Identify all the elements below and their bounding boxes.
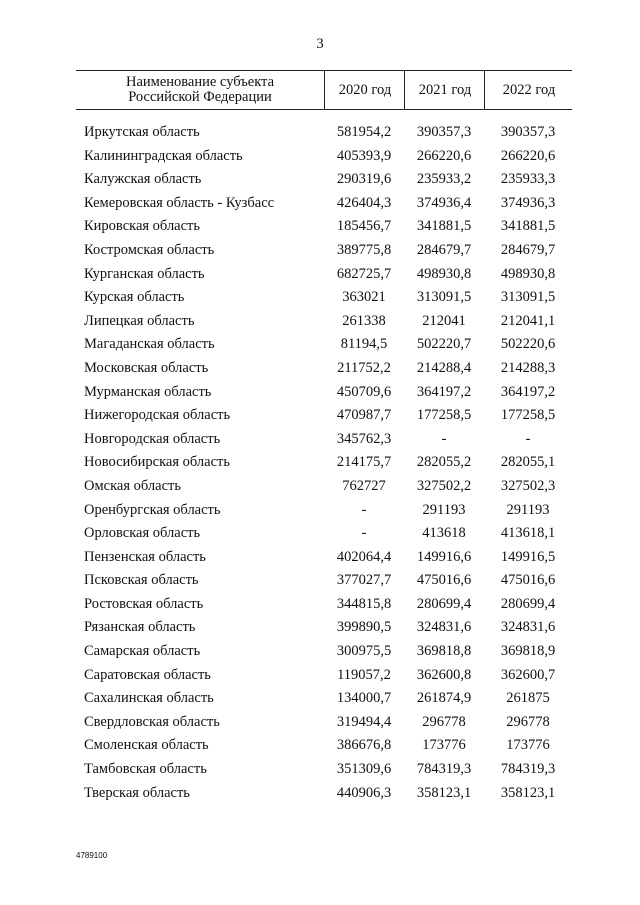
value-2020-cell: 344815,8 — [336, 595, 392, 612]
region-name-cell: Калининградская область — [84, 147, 243, 164]
value-2022-cell: 284679,7 — [500, 241, 556, 258]
table-row — [76, 333, 572, 357]
header-2020: 2020 год — [324, 71, 405, 109]
value-2020-cell: 450709,6 — [336, 383, 392, 400]
region-name-cell: Калужская область — [84, 171, 202, 188]
header-name-line2: Российской Федерации — [128, 89, 272, 105]
table-row — [76, 357, 572, 381]
region-name-cell: Курганская область — [84, 265, 205, 282]
table-row — [76, 758, 572, 782]
header-name-line1: Наименование субъекта — [125, 74, 275, 90]
value-2021-cell: 313091,5 — [416, 289, 472, 306]
value-2022-cell: 149916,5 — [500, 548, 556, 565]
table-row — [76, 286, 572, 310]
region-name-cell: Кировская область — [84, 218, 201, 235]
value-2022-cell: 291193 — [506, 501, 550, 518]
region-name-cell: Пензенская область — [84, 548, 206, 565]
value-2022-cell: 784319,3 — [500, 761, 556, 778]
value-2020-cell: 682725,7 — [336, 265, 392, 282]
table-row — [76, 711, 572, 735]
table-row — [76, 522, 572, 546]
value-2022-cell: 282055,1 — [500, 454, 556, 471]
value-2020-cell: 581954,2 — [336, 124, 392, 140]
region-name-cell: Тамбовская область — [84, 761, 207, 778]
header-2022: 2022 год — [484, 71, 573, 109]
region-name-cell: Иркутская область — [84, 124, 200, 140]
value-2021-cell: 362600,8 — [416, 666, 472, 683]
value-2022-cell: 235933,3 — [500, 171, 556, 188]
value-2022-cell: 266220,6 — [500, 147, 556, 164]
value-2020-cell: 389775,8 — [336, 241, 392, 258]
value-2022-cell: 261875 — [506, 690, 550, 707]
region-name-cell: Свердловская область — [84, 713, 220, 730]
value-2020-cell: 185456,7 — [336, 218, 392, 235]
value-2022-cell: 212041,1 — [500, 312, 556, 329]
region-name-cell: Новосибирская область — [84, 454, 230, 471]
value-2021-cell: 282055,2 — [416, 454, 472, 471]
value-2021-cell: 358123,1 — [416, 784, 472, 801]
table-row — [76, 687, 572, 711]
value-2022-cell: 173776 — [506, 737, 550, 754]
table-row — [76, 475, 572, 499]
region-name-cell: Московская область — [84, 359, 209, 376]
region-name-cell: Курская область — [84, 289, 185, 306]
region-name-cell: Ростовская область — [84, 595, 204, 612]
region-name-cell: Смоленская область — [84, 737, 209, 754]
value-2020-cell: 134000,7 — [336, 690, 392, 707]
value-2021-cell: 149916,6 — [416, 548, 472, 565]
value-2021-cell: 413618 — [422, 525, 466, 542]
table-row — [76, 616, 572, 640]
value-2021-cell: 498930,8 — [416, 265, 472, 282]
table-row — [76, 263, 572, 287]
value-2020-cell: 290319,6 — [336, 171, 392, 188]
table-row — [76, 664, 572, 688]
table-row — [76, 499, 572, 523]
value-2021-cell: 369818,8 — [416, 643, 472, 660]
region-name-cell: Саратовская область — [84, 666, 211, 683]
value-2021-cell: 502220,7 — [416, 336, 472, 353]
value-2021-cell: 327502,2 — [416, 477, 472, 494]
value-2020-cell: 405393,9 — [336, 147, 392, 164]
region-name-cell: Омская область — [84, 477, 181, 494]
table-row — [76, 734, 572, 758]
region-name-cell: Оренбургская область — [84, 501, 221, 518]
table-row — [76, 640, 572, 664]
value-2021-cell: 291193 — [422, 501, 466, 518]
value-2022-cell: 214288,3 — [500, 359, 556, 376]
table-row — [76, 569, 572, 593]
region-name-cell: Сахалинская область — [84, 690, 214, 707]
value-2021-cell: 284679,7 — [416, 241, 472, 258]
region-name-cell: Кемеровская область - Кузбасс — [84, 194, 275, 211]
table-row — [76, 381, 572, 405]
region-name-cell: Нижегородская область — [84, 407, 231, 424]
value-2022-cell: 390357,3 — [500, 124, 556, 140]
table-row — [76, 546, 572, 570]
value-2020-cell: 470987,7 — [336, 407, 392, 424]
value-2020-cell: 440906,3 — [336, 784, 392, 801]
value-2022-cell: 369818,9 — [500, 643, 556, 660]
value-2022-cell: 313091,5 — [500, 289, 556, 306]
value-2020-cell: - — [361, 525, 367, 542]
region-name-cell: Самарская область — [84, 643, 201, 660]
header-region-name — [76, 71, 324, 109]
value-2022-cell: - — [525, 430, 531, 447]
value-2020-cell: 261338 — [342, 312, 386, 329]
value-2021-cell: 212041 — [422, 312, 466, 329]
table-row — [76, 782, 572, 806]
table-row — [76, 310, 572, 334]
table-row — [76, 239, 572, 263]
value-2021-cell: 390357,3 — [416, 124, 472, 140]
value-2021-cell: 784319,3 — [416, 761, 472, 778]
region-name-cell: Тверская область — [84, 784, 190, 801]
table-row — [76, 451, 572, 475]
region-name-cell: Костромская область — [84, 241, 215, 258]
region-name-cell: Рязанская область — [84, 619, 196, 636]
value-2020-cell: 426404,3 — [336, 194, 392, 211]
value-2021-cell: 374936,4 — [416, 194, 472, 211]
value-2020-cell: - — [361, 501, 367, 518]
region-name-cell: Липецкая область — [84, 312, 195, 329]
value-2021-cell: 214288,4 — [416, 359, 472, 376]
value-2020-cell: 211752,2 — [337, 359, 391, 376]
value-2022-cell: 374936,3 — [500, 194, 556, 211]
value-2020-cell: 300975,5 — [336, 643, 392, 660]
page-number: 3 — [316, 36, 324, 52]
value-2020-cell: 363021 — [342, 289, 386, 306]
table-row — [76, 121, 572, 145]
value-2022-cell: 413618,1 — [500, 525, 556, 542]
value-2020-cell: 402064,4 — [336, 548, 392, 565]
table-header — [76, 70, 572, 110]
region-name-cell: Новгородская область — [84, 430, 221, 447]
value-2020-cell: 377027,7 — [336, 572, 392, 589]
header-2021: 2021 год — [404, 71, 485, 109]
value-2021-cell: 341881,5 — [416, 218, 472, 235]
document-code: 4789100 — [76, 851, 108, 860]
table-body — [76, 121, 572, 805]
value-2022-cell: 364197,2 — [500, 383, 556, 400]
value-2020-cell: 214175,7 — [336, 454, 392, 471]
value-2022-cell: 177258,5 — [500, 407, 556, 424]
region-name-cell: Орловская область — [84, 525, 201, 542]
value-2021-cell: 364197,2 — [416, 383, 472, 400]
value-2022-cell: 296778 — [506, 713, 550, 730]
region-name-cell: Мурманская область — [84, 383, 212, 400]
value-2020-cell: 81194,5 — [340, 336, 388, 353]
value-2021-cell: 266220,6 — [416, 147, 472, 164]
value-2021-cell: 261874,9 — [416, 690, 472, 707]
table-row — [76, 168, 572, 192]
value-2022-cell: 327502,3 — [500, 477, 556, 494]
value-2022-cell: 324831,6 — [500, 619, 556, 636]
value-2022-cell: 341881,5 — [500, 218, 556, 235]
value-2022-cell: 498930,8 — [500, 265, 556, 282]
table-row — [76, 215, 572, 239]
region-name-cell: Псковская область — [84, 572, 199, 589]
value-2022-cell: 358123,1 — [500, 784, 556, 801]
value-2021-cell: - — [441, 430, 447, 447]
region-name-cell: Магаданская область — [84, 336, 215, 353]
value-2021-cell: 296778 — [422, 713, 466, 730]
value-2022-cell: 475016,6 — [500, 572, 556, 589]
value-2021-cell: 173776 — [422, 737, 466, 754]
table-row — [76, 145, 572, 169]
value-2022-cell: 502220,6 — [500, 336, 556, 353]
value-2020-cell: 351309,6 — [336, 761, 392, 778]
value-2020-cell: 399890,5 — [336, 619, 392, 636]
value-2020-cell: 386676,8 — [336, 737, 392, 754]
value-2020-cell: 119057,2 — [337, 666, 391, 683]
value-2021-cell: 280699,4 — [416, 595, 472, 612]
table-row — [76, 593, 572, 617]
value-2020-cell: 762727 — [342, 477, 386, 494]
value-2021-cell: 324831,6 — [416, 619, 472, 636]
value-2021-cell: 475016,6 — [416, 572, 472, 589]
value-2021-cell: 235933,2 — [416, 171, 472, 188]
table-row — [76, 192, 572, 216]
regions-table — [76, 70, 572, 801]
value-2022-cell: 362600,7 — [500, 666, 556, 683]
value-2020-cell: 319494,4 — [336, 713, 392, 730]
value-2022-cell: 280699,4 — [500, 595, 556, 612]
value-2021-cell: 177258,5 — [416, 407, 472, 424]
table-row — [76, 404, 572, 428]
table-row — [76, 428, 572, 452]
value-2020-cell: 345762,3 — [336, 430, 392, 447]
